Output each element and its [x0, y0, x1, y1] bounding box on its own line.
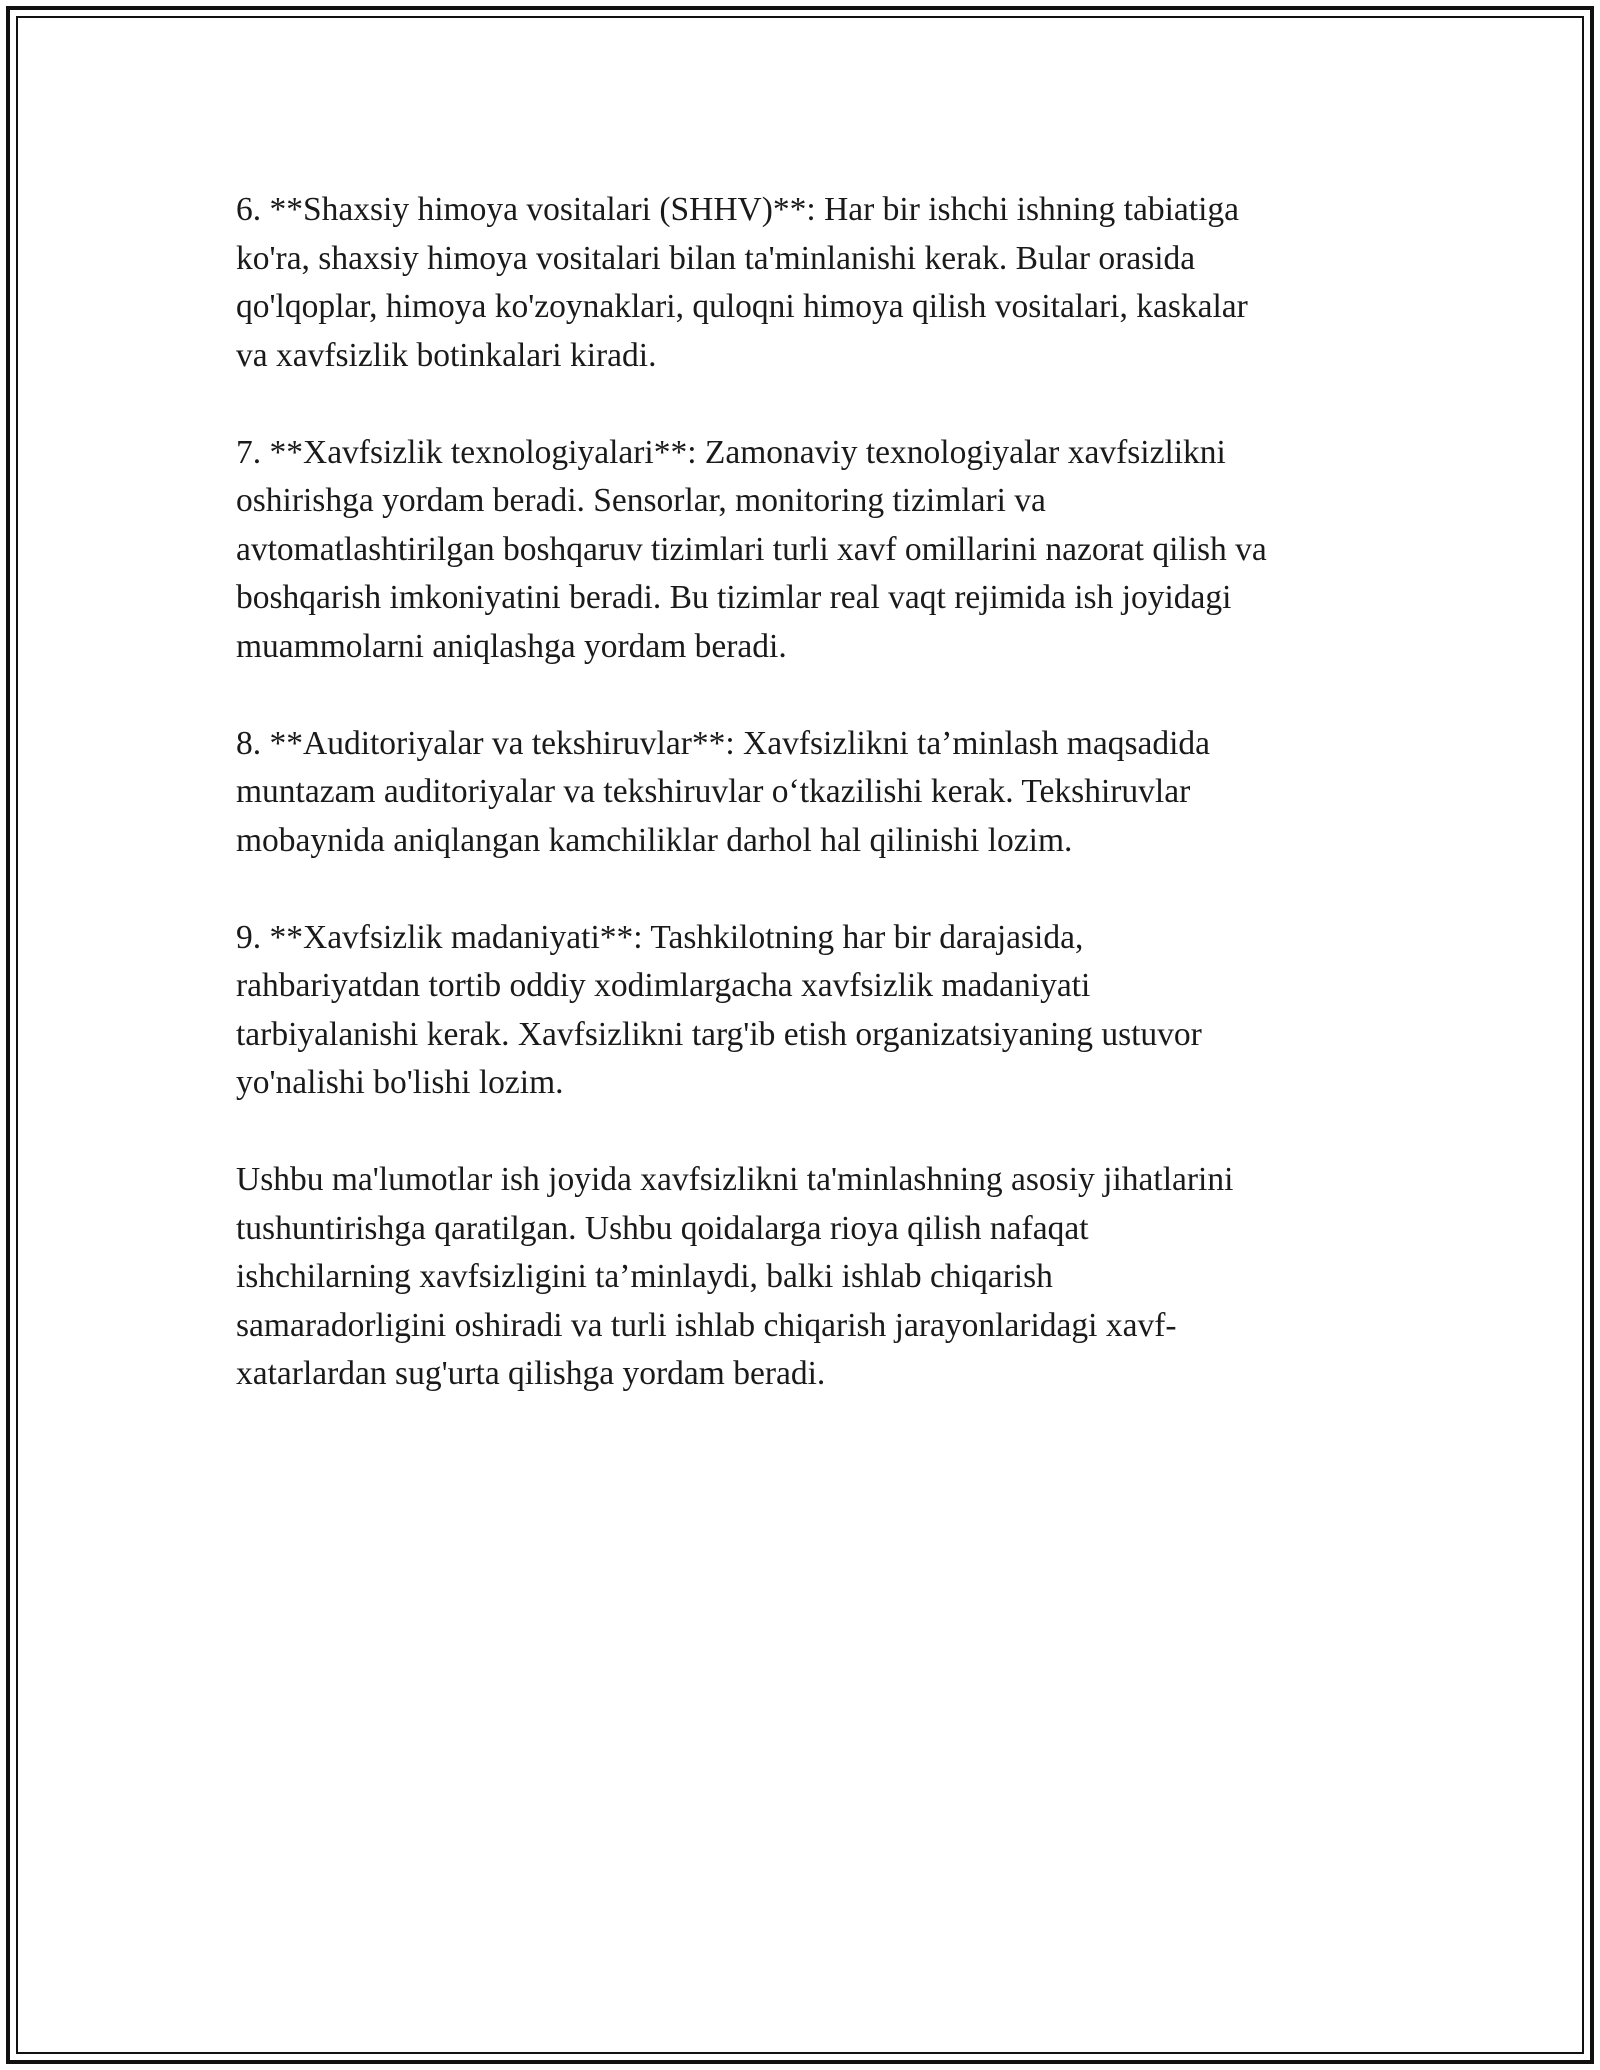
text-line: mobaynida aniqlangan kamchiliklar darhol hal qilinishi lozim.	[236, 821, 1073, 859]
text-line: qo'lqoplar, himoya ko'zoynaklari, quloqni himoya qilish vositalari, kaskalar	[236, 288, 1248, 325]
text-line: ishchilarning xavfsizligini ta’minlaydi, balki ishlab chiqarish	[236, 1258, 1053, 1295]
text-line: Ushbu ma'lumotlar ish joyida xavfsizlikni ta'minlashning asosiy jihatlarini	[236, 1161, 1234, 1198]
text-line: 6. **Shaxsiy himoya vositalari (SHHV)**: Har bir ishchi ishning tabiatiga	[236, 191, 1240, 228]
text-line: va xavfsizlik botinkalari kiradi.	[236, 336, 657, 374]
text-line: oshirishga yordam beradi. Sensorlar, monitoring tizimlari va	[236, 482, 1046, 519]
paragraph-safety-technologies	[236, 429, 1376, 672]
document-body	[236, 186, 1376, 1447]
text-line: rahbariyatdan tortib oddiy xodimlargacha xavfsizlik madaniyati	[236, 967, 1091, 1004]
text-line: 8. **Auditoriyalar va tekshiruvlar**: Xavfsizlikni ta’minlash maqsadida	[236, 724, 1211, 762]
paragraph-audits	[236, 720, 1376, 866]
text-line: samaradorligini oshiradi va turli ishlab chiqarish jarayonlaridagi xavf-	[236, 1306, 1177, 1344]
text-line: yo'nalishi bo'lishi lozim.	[236, 1064, 564, 1101]
text-line: ko'ra, shaxsiy himoya vositalari bilan ta'minlanishi kerak. Bular orasida	[236, 239, 1196, 277]
text-line: avtomatlashtirilgan boshqaruv tizimlari turli xavf omillarini nazorat qilish va	[236, 530, 1267, 568]
text-line: muntazam auditoriyalar va tekshiruvlar o‘tkazilishi kerak. Tekshiruvlar	[236, 773, 1191, 810]
paragraph-safety-culture	[236, 914, 1376, 1108]
text-line: 9. **Xavfsizlik madaniyati**: Tashkilotning har bir darajasida,	[236, 918, 1084, 956]
text-line: tushuntirishga qaratilgan. Ushbu qoidalarga rioya qilish nafaqat	[236, 1209, 1089, 1247]
paragraph-conclusion	[236, 1156, 1376, 1399]
text-line: tarbiyalanishi kerak. Xavfsizlikni targ'ib etish organizatsiyaning ustuvor	[236, 1015, 1202, 1053]
text-line: xatarlardan sug'urta qilishga yordam beradi.	[236, 1355, 826, 1392]
paragraph-ppe	[236, 186, 1376, 380]
text-line: boshqarish imkoniyatini beradi. Bu tizimlar real vaqt rejimida ish joyidagi	[236, 579, 1232, 616]
text-line: 7. **Xavfsizlik texnologiyalari**: Zamonaviy texnologiyalar xavfsizlikni	[236, 433, 1226, 471]
text-line: muammolarni aniqlashga yordam beradi.	[236, 627, 787, 665]
